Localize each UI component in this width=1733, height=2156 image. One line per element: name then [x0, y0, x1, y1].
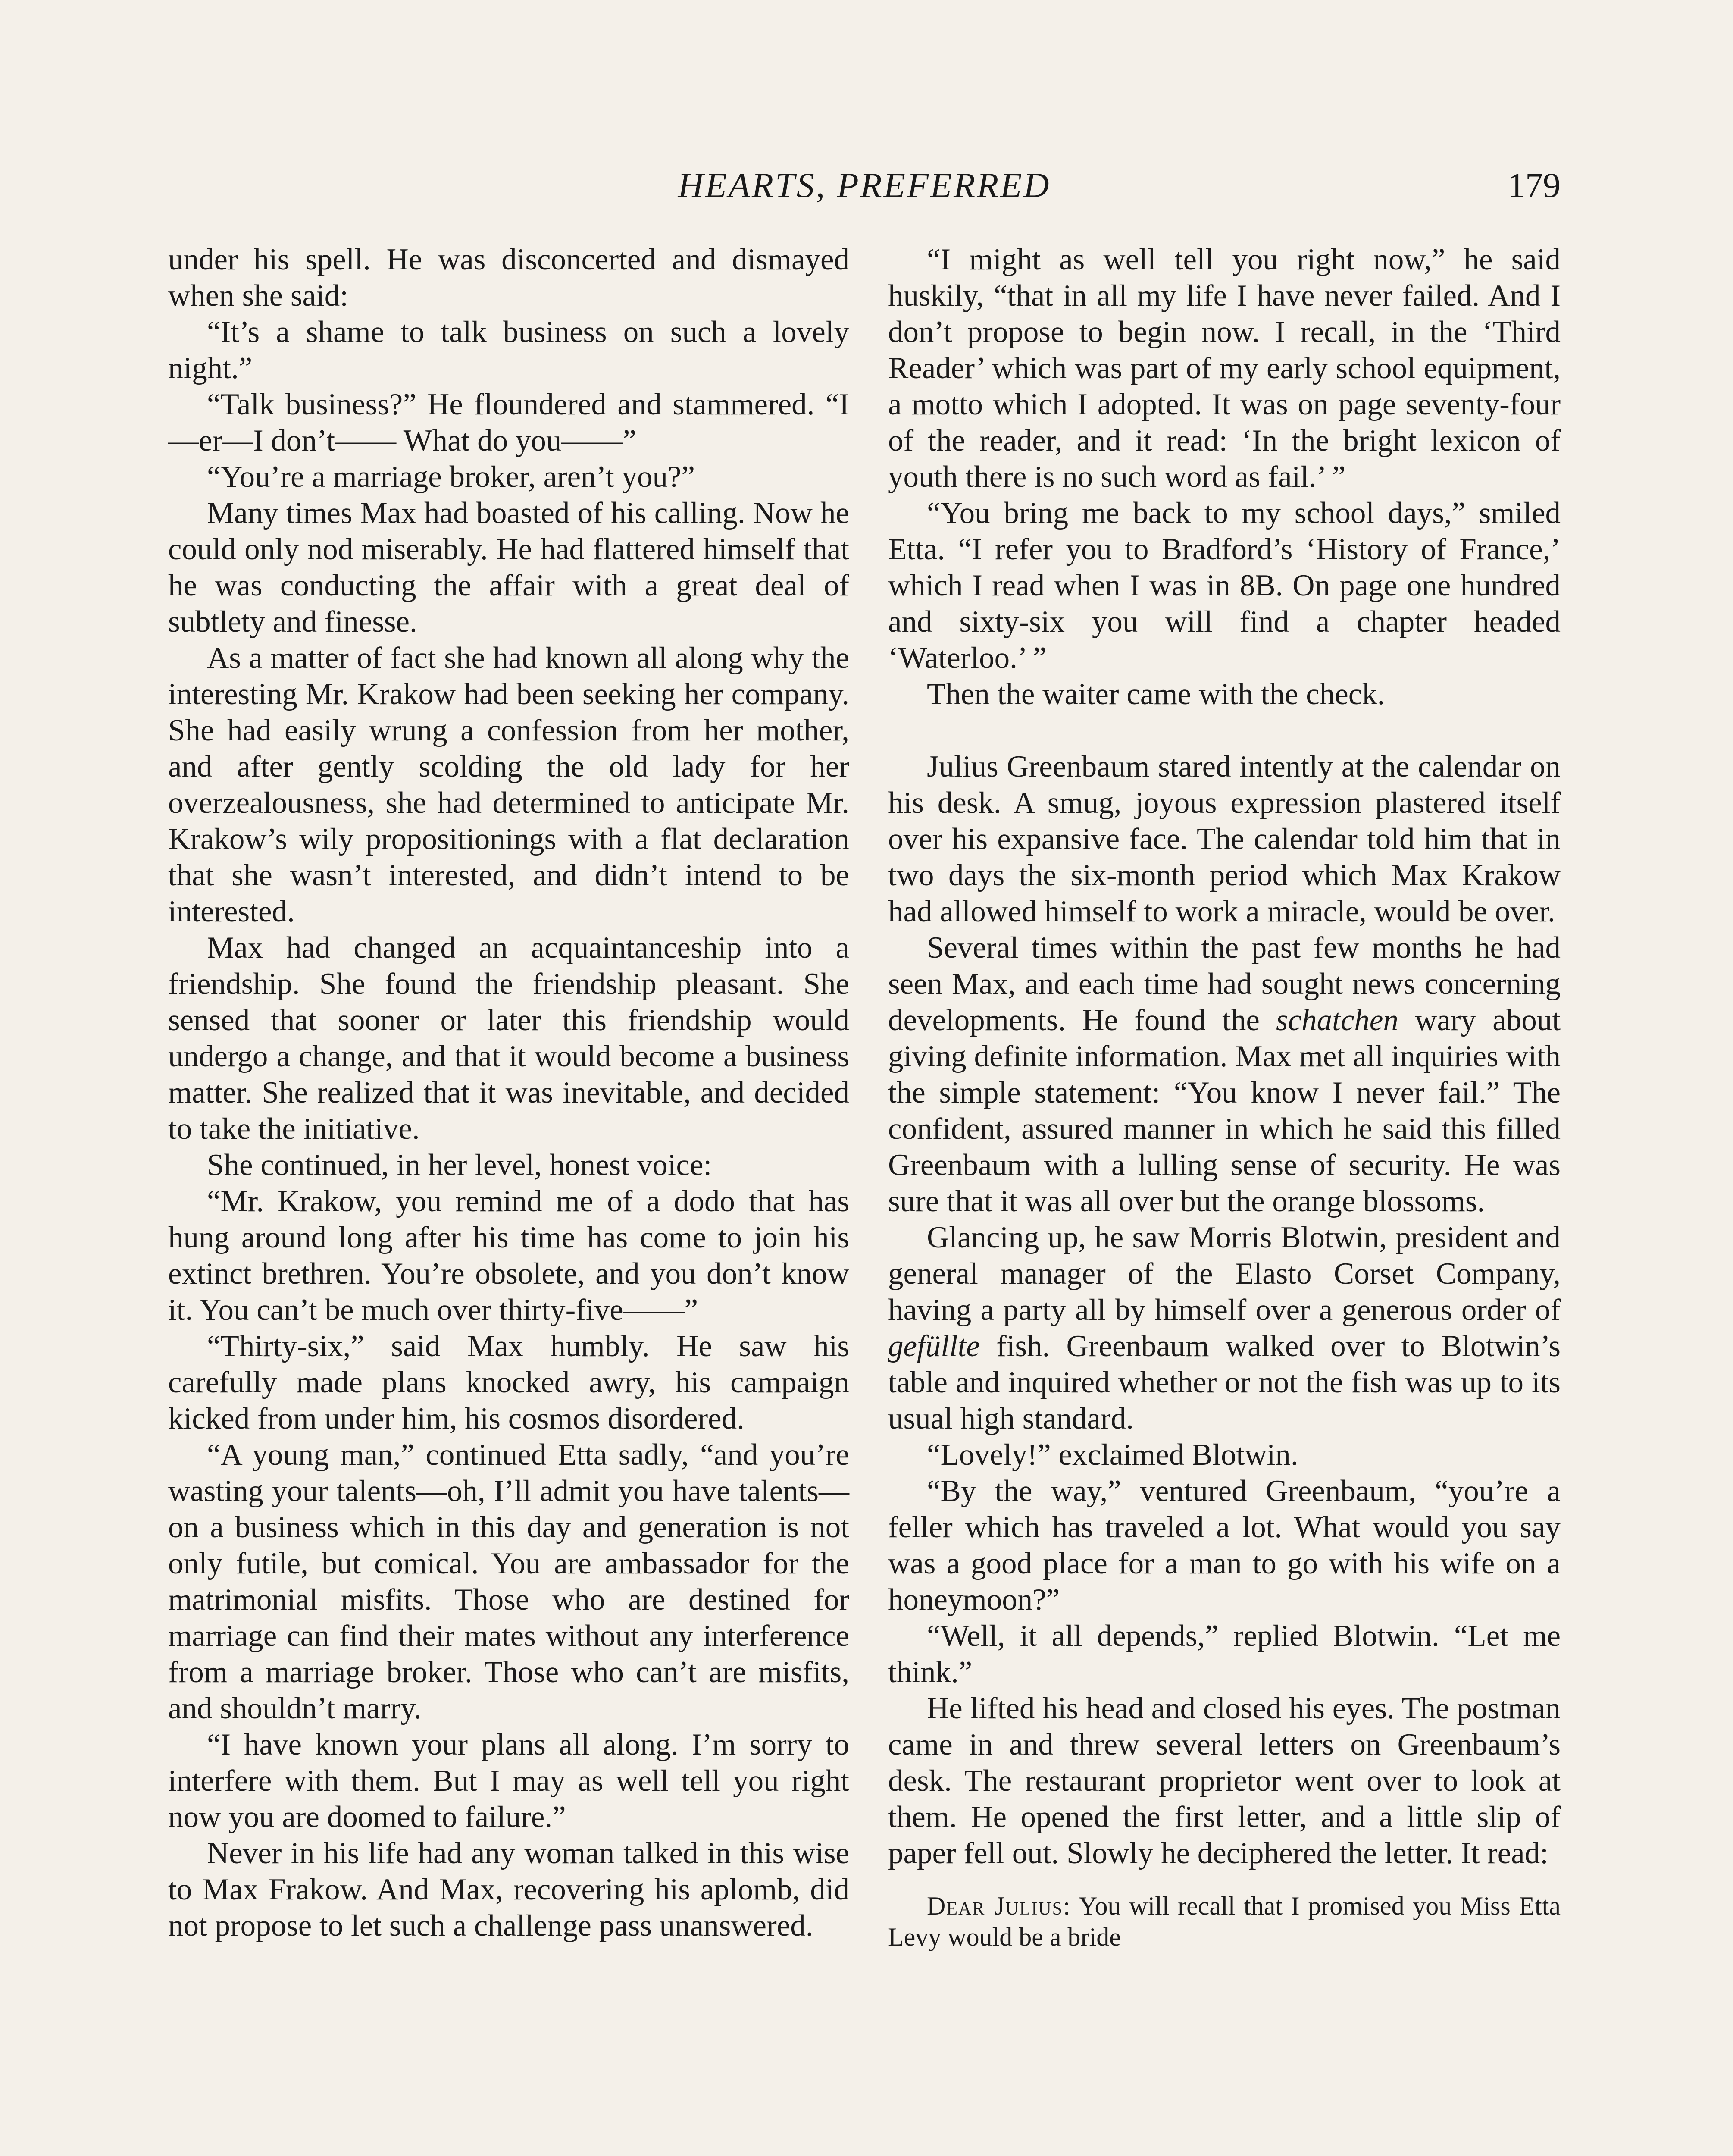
- paragraph: Then the waiter came with the check.: [927, 677, 1385, 711]
- paragraph: under his spell. He was disconcerted and dismayed when she said:: [168, 243, 849, 313]
- page-header: [168, 160, 1561, 211]
- running-title: HEARTS, PREFERRED: [678, 166, 1051, 205]
- paragraph: “It’s a shame to talk business on such a lovely night.”: [168, 315, 849, 385]
- paragraph: [888, 1219, 1561, 1437]
- text-run: Glancing up, he saw Morris Blotwin, president and general manager of the Elasto Corset Company, having a party all by himself over a generous order of: [888, 1221, 1561, 1327]
- paragraph: “I have known your plans all along. I’m sorry to interfere with them. But I may as well tell you right now you are doomed to failure.”: [168, 1728, 849, 1834]
- paragraph: “Thirty-six,” said Max humbly. He saw his carefully made plans knocked awry, his campaign kicked from under him, his cosmos disordered.: [168, 1329, 849, 1435]
- letter-excerpt: [888, 1890, 1561, 1952]
- paragraph: As a matter of fact she had known all along why the interesting Mr. Krakow had been seeking her company. She had easily wrung a confession from her mother, and after gently scolding the old lady for her overzealousness, she had determined to anticipate Mr. Krakow’s wily propositionings with a flat declaration that she wasn’t interested, and didn’t intend to be interested.: [168, 641, 849, 928]
- paragraph: “By the way,” ventured Greenbaum, “you’re a feller which has traveled a lot. What would you say was a good place for a man to go with his wife on a honeymoon?”: [888, 1474, 1561, 1617]
- text-run: Several times within the past few months he had seen Max, and each time had sought news concerning developments. He found the: [888, 931, 1561, 1037]
- paragraph: He lifted his head and closed his eyes. The postman came in and threw several letters on Greenbaum’s desk. The restaurant proprietor went over to look at them. He opened the first letter, and a little slip of paper fell out. Slowly he deciphered the letter. It read:: [888, 1692, 1561, 1870]
- paragraph: “I might as well tell you right now,” he said huskily, “that in all my life I have never failed. And I don’t propose to begin now. I recall, in the ‘Third Reader’ which was part of my early school equipment, a motto which I adopted. It was on page seventy-four of the reader, and it read: ‘In the bright lexicon of youth there is no such word as fail.’ ”: [888, 243, 1561, 494]
- italic-term: schatchen: [1276, 1003, 1398, 1037]
- right-column: [888, 241, 1561, 1952]
- page-number: 179: [1508, 166, 1561, 205]
- paragraph: Julius Greenbaum stared intently at the calendar on his desk. A smug, joyous expression plastered itself over his expansive face. The calendar told him that in two days the six-month period which Max Krakow had allowed himself to work a miracle, would be over.: [888, 750, 1561, 928]
- paragraph: Many times Max had boasted of his calling. Now he could only nod miserably. He had flattered himself that he was conducting the affair with a great deal of subtlety and finesse.: [168, 496, 849, 639]
- paragraph: “Well, it all depends,” replied Blotwin. “Let me think.”: [888, 1619, 1561, 1689]
- paragraph: “You’re a marriage broker, aren’t you?”: [207, 460, 695, 494]
- paragraph: “Talk business?” He floundered and stammered. “I—er—I don’t—— What do you——”: [168, 388, 849, 458]
- letter-body: You will recall that I promised you Miss Etta Levy would be a bride: [888, 1892, 1561, 1951]
- paragraph: She continued, in her level, honest voice:: [207, 1148, 712, 1182]
- left-column: [168, 241, 849, 1944]
- paragraph: “A young man,” continued Etta sadly, “and you’re wasting your talents—oh, I’ll admit you have talents—on a business which in this day and generation is not only futile, but comical. You are ambassador for the matrimonial misfits. Those who are destined for marriage can find their mates without any interference from a marriage broker. Those who can’t are misfits, and shouldn’t marry.: [168, 1438, 849, 1725]
- italic-term: gefüllte: [888, 1329, 980, 1363]
- letter-salutation: Dear Julius:: [927, 1892, 1071, 1920]
- paragraph: Max had changed an acquaintanceship into a friendship. She found the friendship pleasant. She sensed that sooner or later this friendship would undergo a change, and that it would become a business matter. She realized that it was inevitable, and decided to take the initiative.: [168, 931, 849, 1146]
- text-run: wary about giving definite information. Max met all inquiries with the simple statement: “You know I never fail.” The confident, assured manner in which he said this filled Greenbaum with a lulling sense of security. He was sure that it was all over but the orange blossoms.: [888, 1003, 1561, 1218]
- paragraph: “Lovely!” exclaimed Blotwin.: [927, 1438, 1298, 1472]
- paragraph: Never in his life had any woman talked in this wise to Max Frakow. And Max, recovering his aplomb, did not propose to let such a challenge pass unanswered.: [168, 1836, 849, 1943]
- paragraph: [888, 930, 1561, 1219]
- paragraph: “You bring me back to my school days,” smiled Etta. “I refer you to Bradford’s ‘History of France,’ which I read when I was in 8B. On page one hundred and sixty-six you will find a chapter headed ‘Waterloo.’ ”: [888, 496, 1561, 675]
- paragraph: “Mr. Krakow, you remind me of a dodo that has hung around long after his time has come to join his extinct brethren. You’re obsolete, and you don’t know it. You can’t be much over thirty-five——”: [168, 1185, 849, 1327]
- text-run: fish. Greenbaum walked over to Blotwin’s table and inquired whether or not the fish was up to its usual high standard.: [888, 1329, 1561, 1435]
